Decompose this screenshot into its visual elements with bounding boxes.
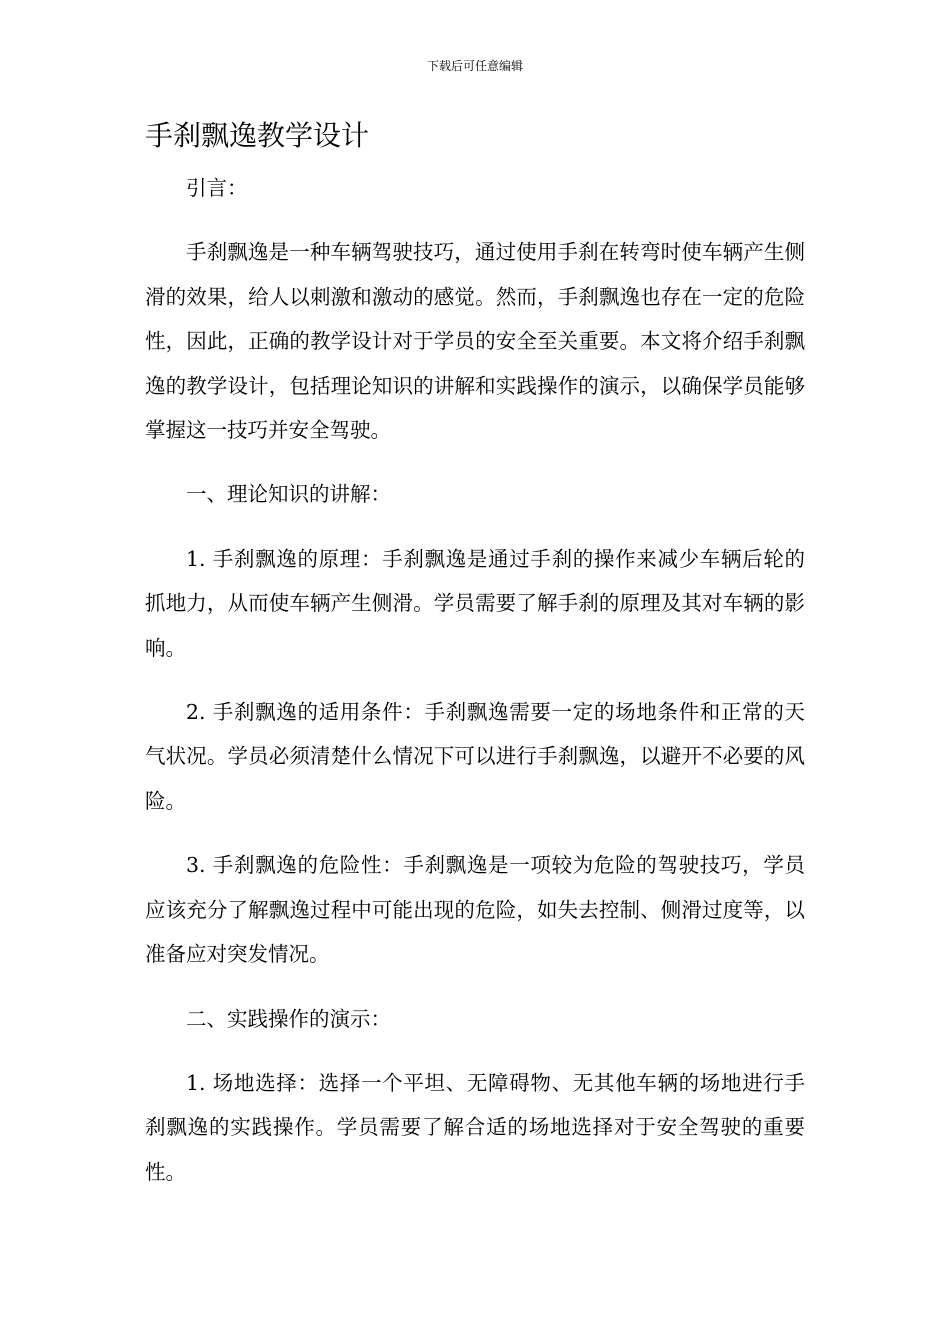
paragraph-practice-site: 1. 场地选择：选择一个平坦、无障碍物、无其他车辆的场地进行手刹飘逸的实践操作。学员需要了解合适的场地选择对于安全驾驶的重要性。 — [145, 1070, 805, 1184]
paragraph-intro: 手刹飘逸是一种车辆驾驶技巧，通过使用手刹在转弯时使车辆产生侧滑的效果，给人以刺激和激动的感觉。然而，手刹飘逸也存在一定的危险性，因此，正确的教学设计对于学员的安全至关重要。本文将介绍手刹飘逸的教学设计，包括理论知识的讲解和实践操作的演示，以确保学员能够掌握这一技巧并安全驾驶。 — [145, 240, 805, 443]
section-heading-theory: 一、理论知识的讲解： — [186, 482, 391, 507]
section-heading-practice: 二、实践操作的演示： — [186, 1006, 391, 1031]
document-body — [145, 166, 805, 1214]
header-note: 下载后可任意编辑 — [426, 59, 523, 73]
paragraph-theory-danger: 3. 手刹飘逸的危险性：手刹飘逸是一项较为危险的驾驶技巧，学员应该充分了解飘逸过程中可能出现的危险，如失去控制、侧滑过度等，以准备应对突发情况。 — [145, 853, 805, 967]
paragraph-intro-heading: 引言： — [186, 176, 248, 200]
document-title: 手刹飘逸教学设计 — [145, 119, 370, 152]
paragraph-theory-principle: 1. 手刹飘逸的原理：手刹飘逸是通过手刹的操作来减少车辆后轮的抓地力，从而使车辆产生侧滑。学员需要了解手刹的原理及其对车辆的影响。 — [145, 546, 805, 660]
paragraph-theory-conditions: 2. 手刹飘逸的适用条件：手刹飘逸需要一定的场地条件和正常的天气状况。学员必须清楚什么情况下可以进行手刹飘逸，以避开不必要的风险。 — [145, 700, 805, 813]
